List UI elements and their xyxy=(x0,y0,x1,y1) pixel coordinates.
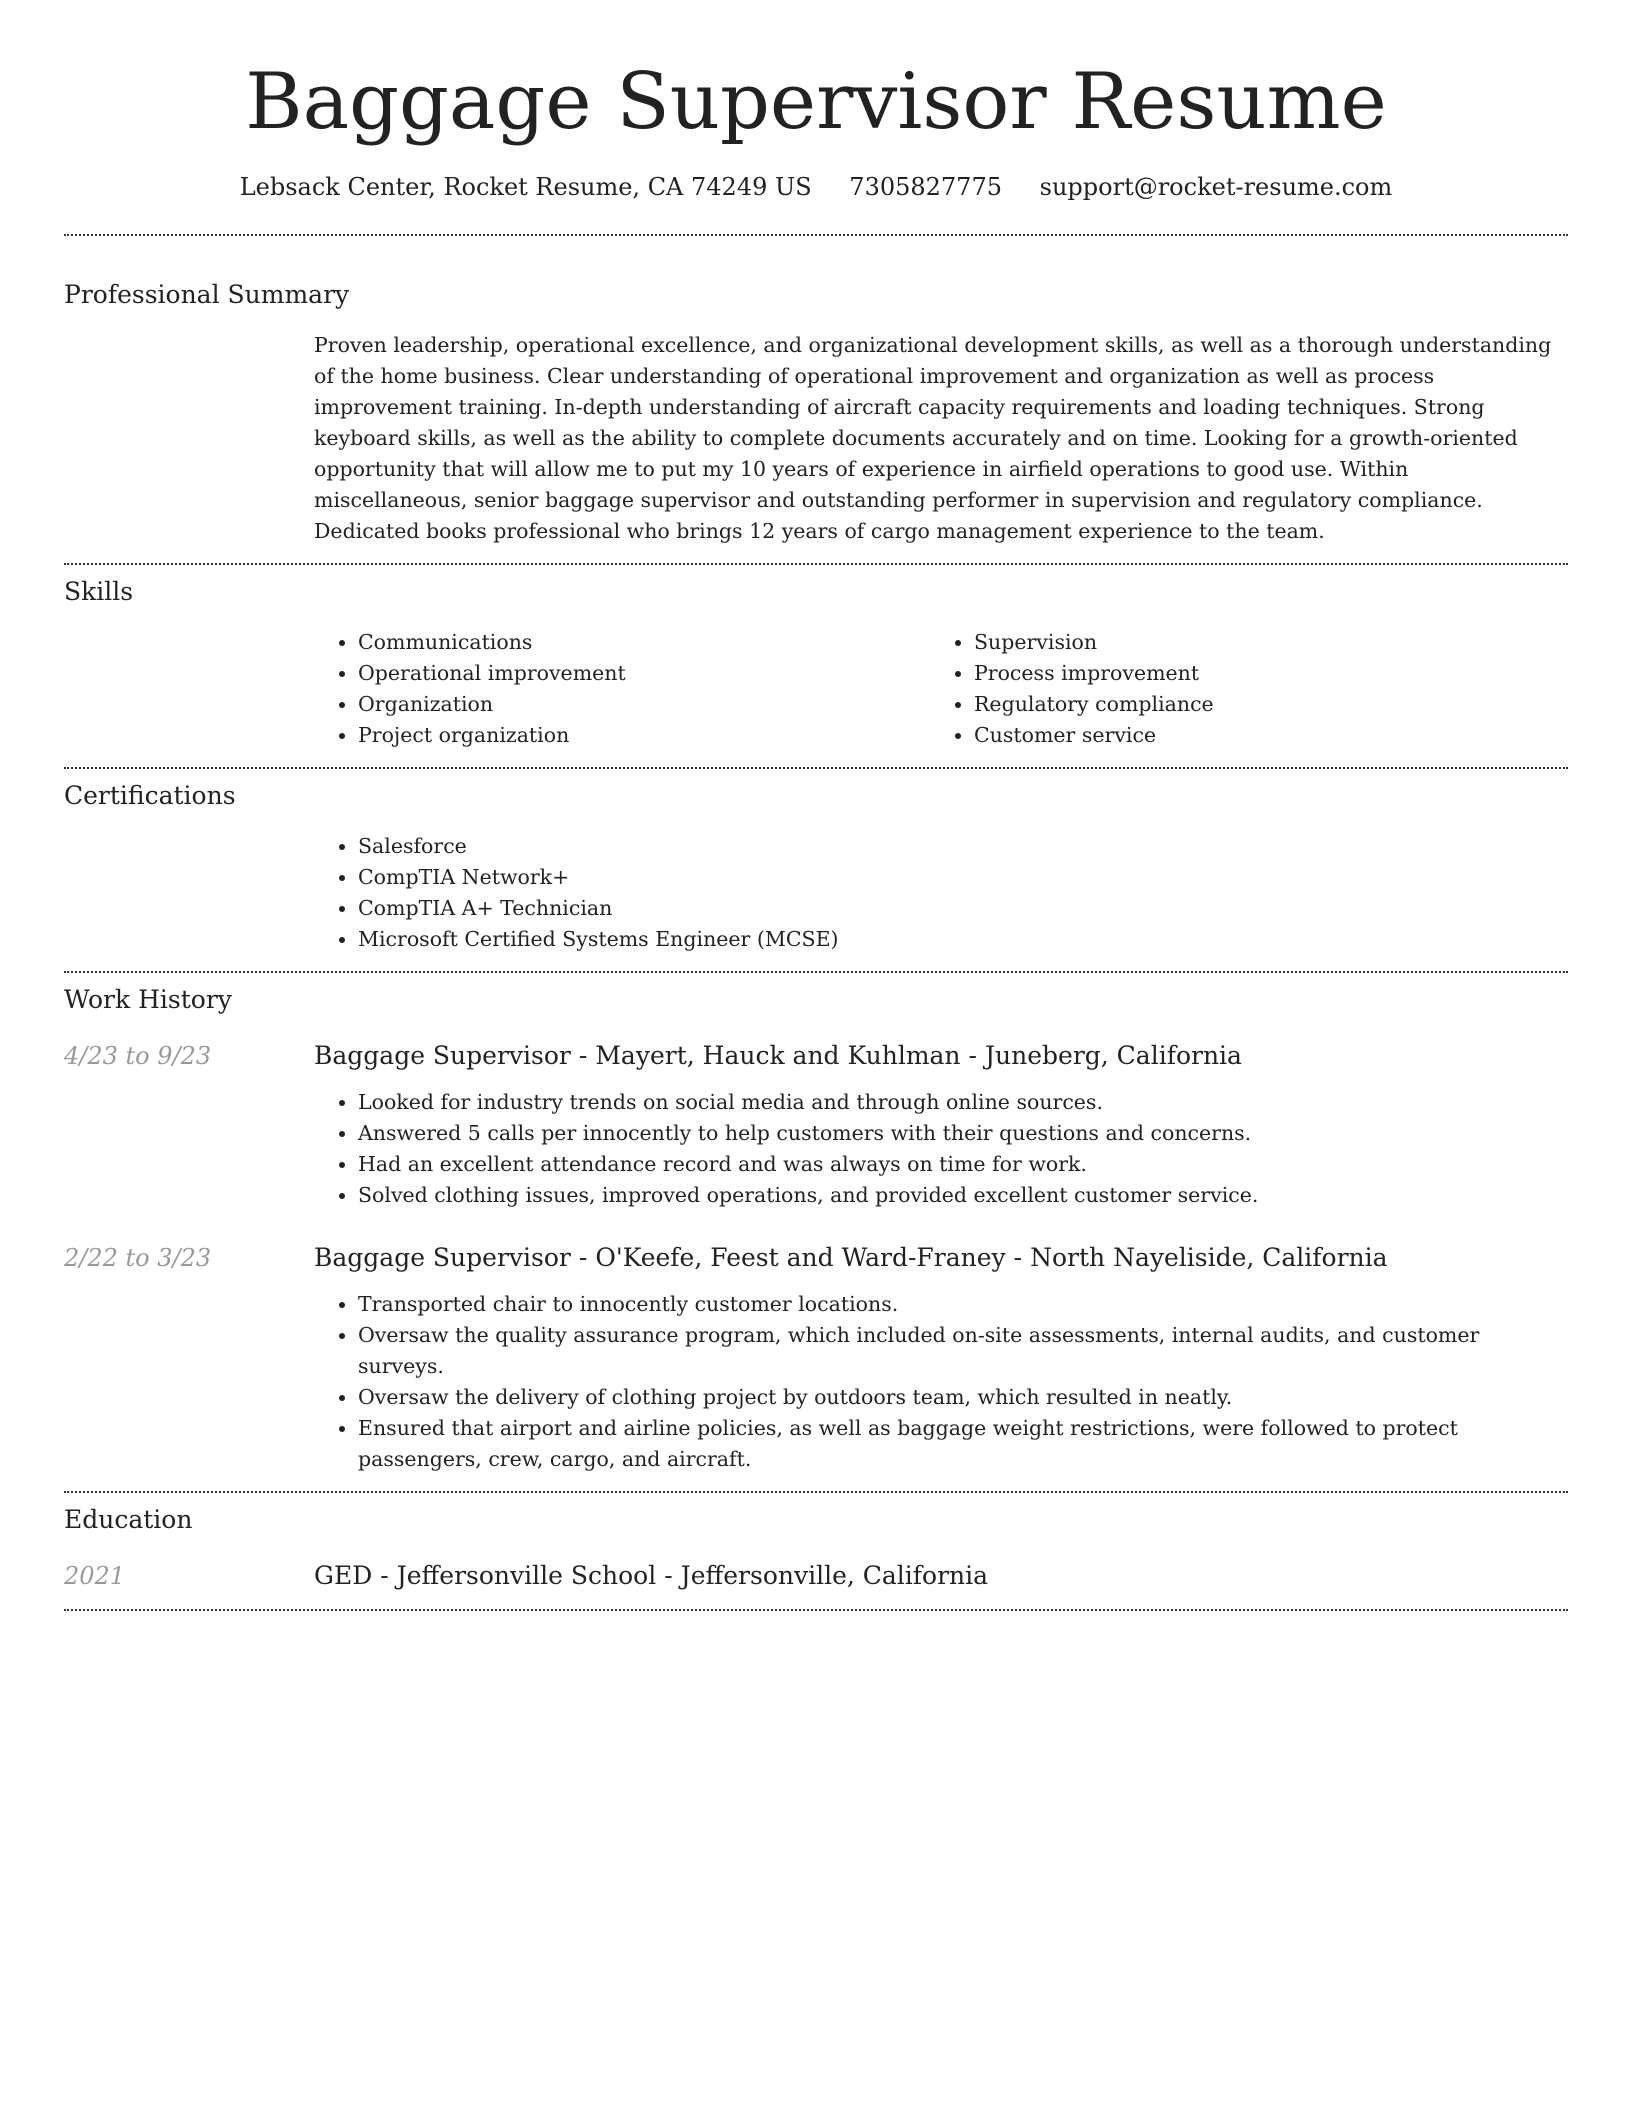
list-item: • Transported chair to innocently customer locations. xyxy=(358,1289,1568,1320)
job-dates: 4/23 to 9/23 xyxy=(64,1042,212,1070)
job-entry xyxy=(64,1039,1568,1073)
job-bullets xyxy=(314,1087,1568,1211)
summary-text: Proven leadership, operational excellence, and organizational development skills, as well as a thorough understanding of the home business. Clear understanding of operational improvement and organization as well as process improvement training. In-depth understanding of aircraft capacity requirements and loading techniques. Strong keyboard skills, as well as the ability to complete documents accurately and on time. Looking for a growth-oriented opportunity that will allow me to put my 10 years of experience in airfield operations to good use. Within miscellaneous, senior baggage supervisor and outstanding performer in supervision and regulatory compliance. Dedicated books professional who brings 12 years of cargo management experience to the team. xyxy=(314,333,1552,543)
list-item: • Process improvement xyxy=(974,658,1546,689)
list-item: • Regulatory compliance xyxy=(974,689,1546,720)
certifications-section xyxy=(64,779,1568,955)
contact-line xyxy=(64,170,1568,204)
section-title-skills: Skills xyxy=(64,577,134,606)
job-bullets xyxy=(314,1289,1568,1475)
job-company: Mayert, Hauck and Kuhlman xyxy=(595,1041,961,1070)
skills-list-right xyxy=(930,627,1546,751)
skills-section xyxy=(64,575,1568,751)
list-item: • Looked for industry trends on social media and through online sources. xyxy=(358,1087,1568,1118)
section-divider xyxy=(64,234,1568,236)
education-degree: GED xyxy=(314,1561,373,1590)
list-item: • Solved clothing issues, improved operations, and provided excellent customer service. xyxy=(358,1180,1568,1211)
list-item: • Supervision xyxy=(974,627,1546,658)
list-item: • Salesforce xyxy=(358,831,1568,862)
list-item: • Microsoft Certified Systems Engineer (MCSE) xyxy=(358,924,1568,955)
job-company: O'Keefe, Feest and Ward-Franey xyxy=(595,1243,1006,1272)
job-details xyxy=(314,1289,1568,1475)
job-role: Baggage Supervisor xyxy=(314,1041,571,1070)
section-divider xyxy=(64,1491,1568,1493)
list-item: • CompTIA Network+ xyxy=(358,862,1568,893)
job-entry xyxy=(64,1241,1568,1275)
resume-header xyxy=(64,0,1568,204)
list-item: • Oversaw the delivery of clothing project by outdoors team, which resulted in neatly. xyxy=(358,1382,1568,1413)
skills-grid xyxy=(314,627,1568,751)
list-item: • Oversaw the quality assurance program, which included on-site assessments, internal audits, and customer surveys. xyxy=(358,1320,1568,1382)
list-item: • Ensured that airport and airline policies, as well as baggage weight restrictions, were followed to protect passengers, crew, cargo, and aircraft. xyxy=(358,1413,1568,1475)
list-item: • Project organization xyxy=(358,720,930,751)
list-item: • CompTIA A+ Technician xyxy=(358,893,1568,924)
education-year: 2021 xyxy=(64,1562,126,1590)
education-section xyxy=(64,1503,1568,1593)
section-divider xyxy=(64,767,1568,769)
page-title: Baggage Supervisor Resume xyxy=(245,57,1387,147)
section-divider xyxy=(64,971,1568,973)
education-title: GED - Jeffersonville School - Jeffersonville, California xyxy=(314,1561,989,1590)
education-location: Jeffersonville, California xyxy=(680,1561,989,1590)
section-title-summary: Professional Summary xyxy=(64,280,350,309)
certifications-list xyxy=(314,831,1568,955)
skills-list-left xyxy=(314,627,930,751)
job-dates: 2/22 to 3/23 xyxy=(64,1244,212,1272)
job-title: Baggage Supervisor - Mayert, Hauck and Kuhlman - Juneberg, California xyxy=(314,1041,1242,1070)
section-divider xyxy=(64,1609,1568,1611)
job-location: Juneberg, California xyxy=(985,1041,1242,1070)
section-title-certifications: Certifications xyxy=(64,781,236,810)
work-section xyxy=(64,983,1568,1475)
list-item: • Communications xyxy=(358,627,930,658)
certifications-content xyxy=(314,831,1568,955)
list-item: • Operational improvement xyxy=(358,658,930,689)
section-title-work: Work History xyxy=(64,985,232,1014)
contact-phone: 7305827775 xyxy=(849,173,1002,201)
contact-address: Lebsack Center, Rocket Resume, CA 74249 US xyxy=(239,173,812,201)
job-role: Baggage Supervisor xyxy=(314,1243,571,1272)
education-school: Jeffersonville School xyxy=(396,1561,657,1590)
job-details xyxy=(314,1087,1568,1211)
list-item: • Customer service xyxy=(974,720,1546,751)
summary-section xyxy=(64,278,1568,547)
list-item: • Had an excellent attendance record and was always on time for work. xyxy=(358,1149,1568,1180)
contact-email: support@rocket-resume.com xyxy=(1039,173,1393,201)
education-entry xyxy=(64,1559,1568,1593)
list-item: • Answered 5 calls per innocently to help customers with their questions and concerns. xyxy=(358,1118,1568,1149)
list-item: • Organization xyxy=(358,689,930,720)
job-location: North Nayeliside, California xyxy=(1030,1243,1388,1272)
section-divider xyxy=(64,563,1568,565)
job-title: Baggage Supervisor - O'Keefe, Feest and Ward-Franey - North Nayeliside, California xyxy=(314,1243,1388,1272)
section-title-education: Education xyxy=(64,1505,193,1534)
